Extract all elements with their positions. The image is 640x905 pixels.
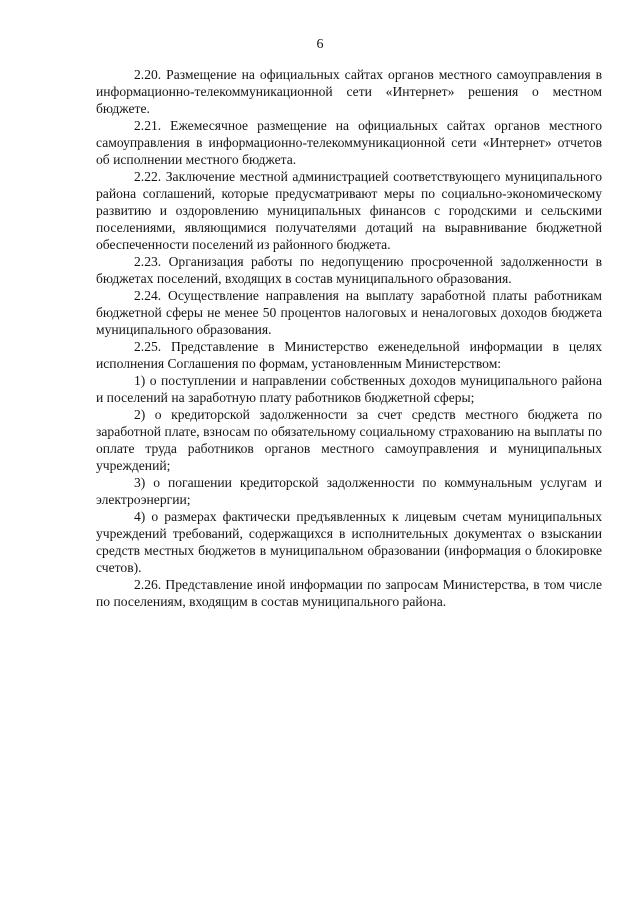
paragraph-2-21: 2.21. Ежемесячное размещение на официальных сайтах органов местного самоуправления в информационно-телекоммуникационной сети «Интернет» отчетов об исполнении местного бюджета. (96, 118, 602, 167)
list-item-4: 4) о размерах фактически предъявленных к лицевым счетам муниципальных учреждений требований, содержащихся в исполнительных документах о взыскании средств местных бюджетов в муниципальном образовании (информация о блокировке счетов). (96, 509, 602, 575)
document-body (96, 66, 602, 610)
paragraph-2-23: 2.23. Организация работы по недопущению просроченной задолженности в бюджетах поселений, входящих в состав муниципального образования. (96, 254, 602, 286)
list-item-3: 3) о погашении кредиторской задолженности по коммунальным услугам и электроэнергии; (96, 475, 602, 507)
paragraph-2-20: 2.20. Размещение на официальных сайтах органов местного самоуправления в информационно-телекоммуникационной сети «Интернет» решения о местном бюджете. (96, 67, 602, 116)
page-number: 6 (316, 37, 324, 52)
list-item-1: 1) о поступлении и направлении собственных доходов муниципального района и поселений на заработную плату работников бюджетной сферы; (96, 373, 602, 405)
paragraph-2-25: 2.25. Представление в Министерство еженедельной информации в целях исполнения Соглашения по формам, установленным Министерством: (96, 339, 602, 371)
paragraph-2-22: 2.22. Заключение местной администрацией соответствующего муниципального района соглашений, которые предусматривают меры по социально-экономическому развитию и оздоровлению муниципальных финансов с городскими и сельскими поселениями, являющимися получателями дотаций на выравнивание бюджетной обеспеченности поселений из районного бюджета. (96, 169, 602, 252)
paragraph-2-24: 2.24. Осуществление направления на выплату заработной платы работникам бюджетной сферы не менее 50 процентов налоговых и неналоговых доходов бюджета муниципального образования. (96, 288, 602, 337)
list-item-2: 2) о кредиторской задолженности за счет средств местного бюджета по заработной плате, взносам по обязательному социальному страхованию на выплаты по оплате труда работников органов местного самоуправления и муниципальных учреждений; (96, 407, 602, 473)
paragraph-2-26: 2.26. Представление иной информации по запросам Министерства, в том числе по поселениям, входящим в состав муниципального района. (96, 577, 602, 609)
